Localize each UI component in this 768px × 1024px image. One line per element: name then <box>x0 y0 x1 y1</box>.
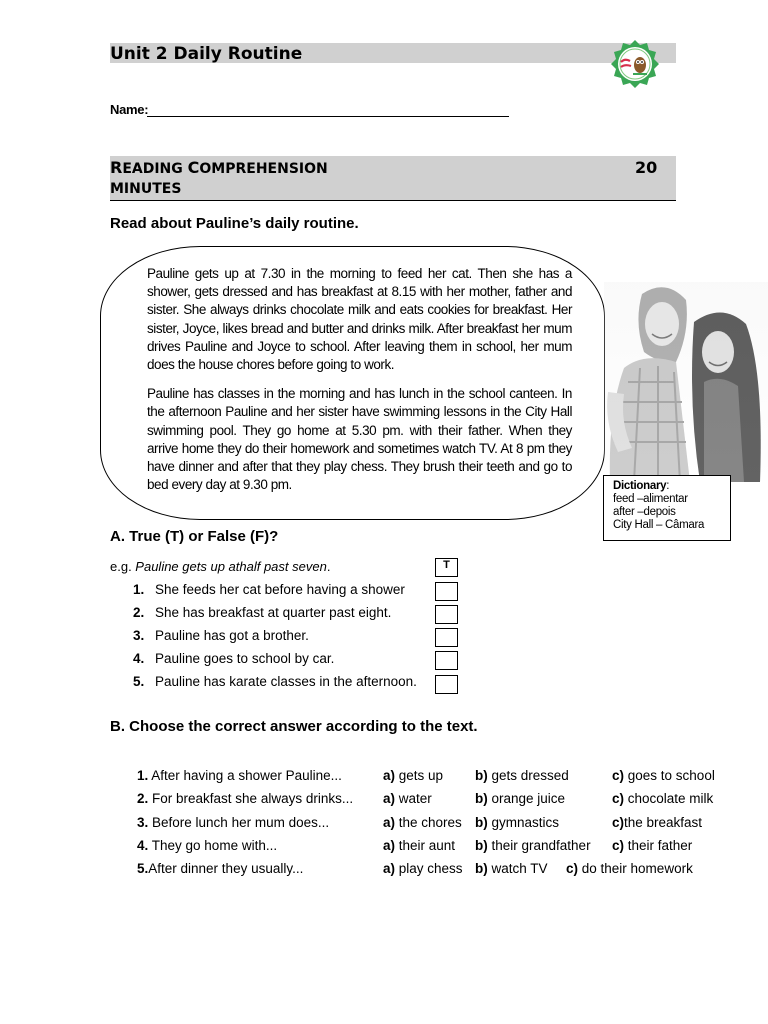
section-title <box>110 158 328 177</box>
option-c-text: goes to school <box>624 768 715 783</box>
tf-item-number: 4. <box>133 651 145 666</box>
option-b-text: watch TV <box>487 861 548 876</box>
dictionary-entry: feed –alimentar <box>613 493 688 505</box>
dictionary-heading: Dictionary <box>613 480 667 492</box>
option-a-text: play chess <box>395 861 463 876</box>
tf-item-text: She has breakfast at quarter past eight. <box>155 605 392 620</box>
example-answer-box: T <box>435 558 458 577</box>
tf-item <box>133 605 391 620</box>
option-b-label: b) <box>475 838 488 853</box>
tf-item-number: 2. <box>133 605 145 620</box>
option-a-label: a) <box>383 815 396 830</box>
option-b-text: gymnastics <box>487 815 560 830</box>
option-c-text: their father <box>624 838 693 853</box>
option-b[interactable] <box>475 791 565 806</box>
option-b-label: b) <box>475 861 488 876</box>
option-a-text: their aunt <box>395 838 456 853</box>
tf-answer-box-5[interactable] <box>435 675 458 694</box>
question-text: After dinner they usually... <box>148 861 304 876</box>
option-b[interactable] <box>475 861 548 876</box>
question-number: 4. <box>137 838 149 853</box>
passage-paragraph-2: Pauline has classes in the morning and has lunch in the school canteen. In the afternoon Pauline and her sister have swimming lessons in the City Hall swimming pool. They go home at 5.30 pm. with their father. When they arrive home they do their homework and sometimes watch TV. At 8 pm they have dinner and after that they play chess. They brush their teeth and go to bed every day at 9.30 pm. <box>147 386 572 493</box>
name-label: Name: <box>110 102 149 117</box>
option-c[interactable] <box>612 768 715 783</box>
option-b-text: orange juice <box>487 791 566 806</box>
option-b-label: b) <box>475 768 488 783</box>
tf-answer-box-4[interactable] <box>435 651 458 670</box>
option-a-label: a) <box>383 791 396 806</box>
tf-item <box>133 628 309 643</box>
question-text: After having a shower Pauline... <box>148 768 342 783</box>
option-a-text: gets up <box>395 768 444 783</box>
option-c-text: the breakfast <box>624 815 703 830</box>
question-stem <box>137 838 277 853</box>
dictionary-entry: City Hall – Câmara <box>613 519 705 531</box>
question-text: For breakfast she always drinks... <box>148 791 354 806</box>
option-c-text: do their homework <box>578 861 693 876</box>
section-title-rest-2: OMPREHENSION <box>199 161 328 177</box>
option-a[interactable] <box>383 861 463 876</box>
option-a[interactable] <box>383 838 455 853</box>
page-title: Unit 2 Daily Routine <box>110 44 303 64</box>
question-number: 1. <box>137 768 149 783</box>
option-b-text: gets dressed <box>487 768 569 783</box>
question-text: They go home with... <box>148 838 278 853</box>
tf-answer-box-1[interactable] <box>435 582 458 601</box>
example-sentence: Pauline gets up athalf past seven <box>135 559 327 574</box>
girls-photo <box>604 282 768 482</box>
tf-item-text: She feeds her cat before having a shower <box>155 582 405 597</box>
option-b-label: b) <box>475 791 488 806</box>
option-c-label: c) <box>612 768 625 783</box>
option-c[interactable] <box>612 838 692 853</box>
option-b[interactable] <box>475 815 559 830</box>
tf-answer-box-2[interactable] <box>435 605 458 624</box>
section-title-initial-1: R <box>110 158 123 177</box>
tf-item <box>133 582 405 597</box>
tf-item <box>133 674 417 689</box>
example-line <box>110 559 330 574</box>
question-stem <box>137 815 329 830</box>
tf-item-text: Pauline goes to school by car. <box>155 651 335 666</box>
dictionary-entry: after –depois <box>613 506 676 518</box>
section-title-rest-1: EADING <box>122 161 188 177</box>
option-a-text: the chores <box>395 815 462 830</box>
tf-item <box>133 651 334 666</box>
option-c-label: c) <box>566 861 579 876</box>
tf-item-text: Pauline has karate classes in the afternoon. <box>155 674 417 689</box>
question-number: 3. <box>137 815 149 830</box>
example-prefix: e.g. <box>110 559 136 574</box>
section-b-title: B. Choose the correct answer according to the text. <box>110 718 478 735</box>
reading-passage <box>147 265 572 505</box>
tf-item-text: Pauline has got a brother. <box>155 628 309 643</box>
option-c[interactable] <box>612 815 702 830</box>
option-a[interactable] <box>383 768 443 783</box>
question-stem <box>137 861 303 876</box>
option-c-label: c) <box>612 838 625 853</box>
option-c[interactable] <box>612 791 713 806</box>
option-b-text: their grandfather <box>487 838 591 853</box>
tf-item-number: 1. <box>133 582 145 597</box>
option-a[interactable] <box>383 791 432 806</box>
question-number: 5. <box>137 861 149 876</box>
school-logo-icon <box>609 38 661 90</box>
question-stem <box>137 768 342 783</box>
option-b[interactable] <box>475 838 591 853</box>
option-a-text: water <box>395 791 432 806</box>
option-a-label: a) <box>383 768 396 783</box>
option-a-label: a) <box>383 861 396 876</box>
section-title-initial-2: C <box>187 158 200 177</box>
section-a-title: A. True (T) or False (F)? <box>110 528 279 545</box>
option-c-label: c) <box>612 791 625 806</box>
passage-paragraph-1: Pauline gets up at 7.30 in the morning to feed her cat. Then she has a shower, gets dressed and has breakfast at 8.15 with her mother, father and sister. She always drinks chocolate milk and eats cookies for breakfast. Her sister, Joyce, likes bread and butter and drinks milk. After breakfast her mum drives Pauline and Joyce to school. After leaving them in school, her mum does the house chores before going to work. <box>147 266 572 373</box>
question-text: Before lunch her mum does... <box>148 815 330 830</box>
option-b[interactable] <box>475 768 569 783</box>
tf-item-number: 3. <box>133 628 145 643</box>
option-c[interactable] <box>566 861 693 876</box>
name-input-line[interactable] <box>147 116 509 117</box>
minutes-number: 20 <box>635 158 658 177</box>
question-stem <box>137 791 353 806</box>
option-c-label: c) <box>612 815 625 830</box>
dictionary-box <box>603 475 731 541</box>
option-c-text: chocolate milk <box>624 791 714 806</box>
option-b-label: b) <box>475 815 488 830</box>
dictionary-heading-line <box>613 480 730 493</box>
tf-answer-box-3[interactable] <box>435 628 458 647</box>
example-suffix: . <box>326 559 331 574</box>
dictionary-colon: : <box>666 480 670 492</box>
question-number: 2. <box>137 791 149 806</box>
reading-instruction: Read about Pauline’s daily routine. <box>110 215 359 232</box>
minutes-label: MINUTES <box>110 181 182 197</box>
option-a-label: a) <box>383 838 396 853</box>
option-a[interactable] <box>383 815 462 830</box>
tf-item-number: 5. <box>133 674 145 689</box>
